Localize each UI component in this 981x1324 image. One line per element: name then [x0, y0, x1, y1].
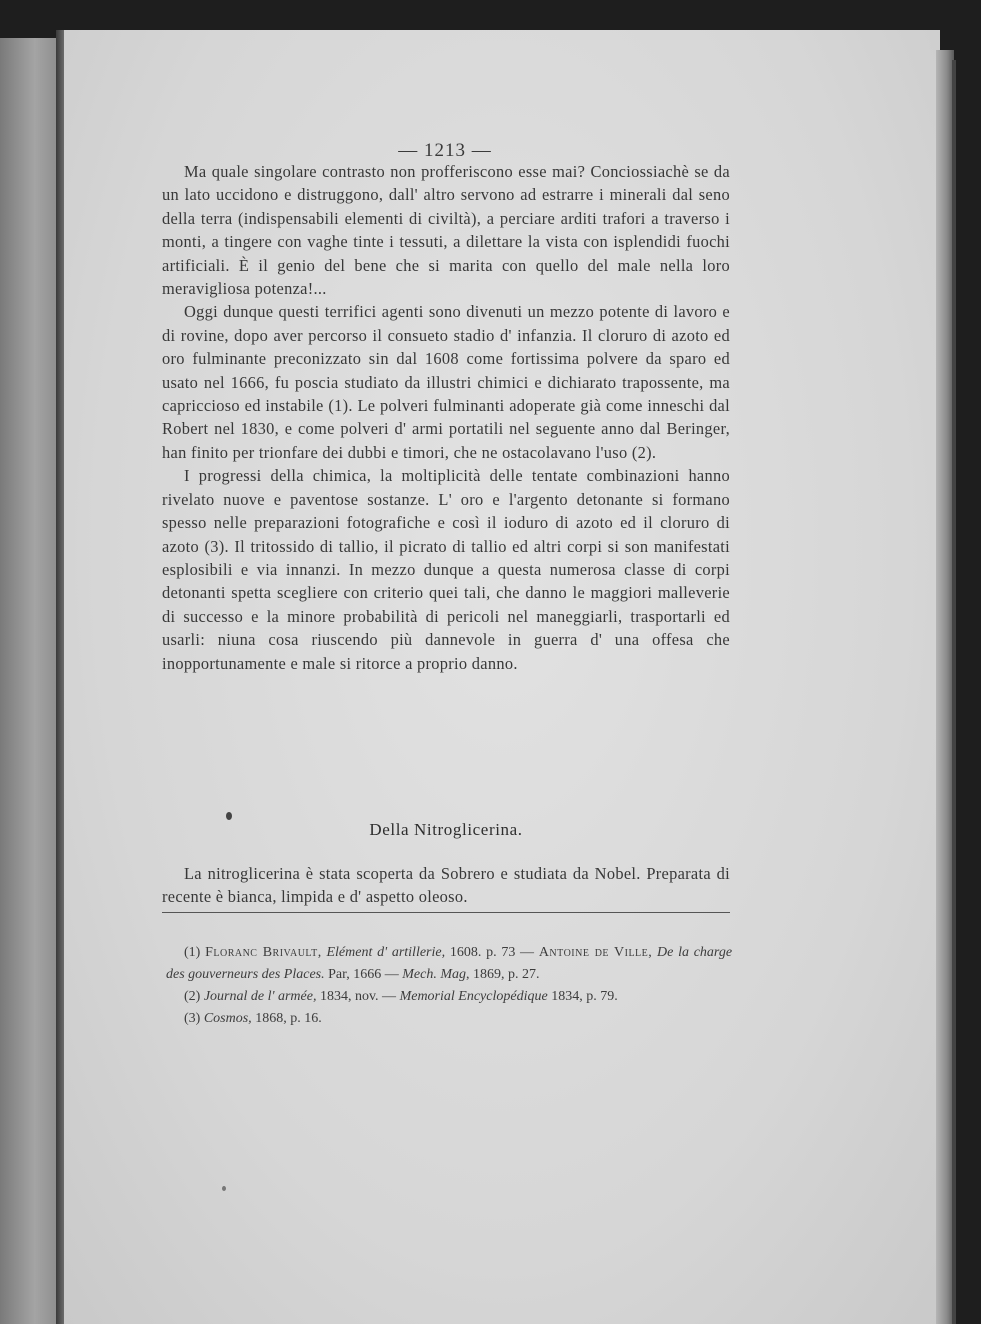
- footnote-title: Memorial Encyclopédique: [399, 989, 548, 1004]
- footnote-3: [166, 1008, 732, 1030]
- footnote-title: Mech. Mag: [402, 967, 467, 982]
- footnote-marker: (2): [184, 989, 201, 1004]
- footnote-author: Floranc Brivault,: [205, 945, 322, 960]
- footnote-reference: 1608. p. 73 —: [449, 945, 535, 960]
- section-paragraph: La nitroglicerina è stata scoperta da Sobrero e studiata da Nobel. Preparata di recente è bianca, limpida e d' aspetto oleoso.: [162, 864, 730, 907]
- footnote-title: Journal de l' armée,: [203, 989, 317, 1004]
- facing-page-edge: [0, 38, 58, 1324]
- footnote-divider: [162, 912, 730, 913]
- footnotes: [166, 942, 732, 1030]
- body-paragraph: Oggi dunque questi terrifici agenti sono divenuti un mezzo potente di lavoro e di rovine, dopo aver percorso il consueto stadio d' infanzia. Il cloruro di azoto ed oro fulminante preconizzato sin dal 1608 come fortissima polvere da sparo ed usato nel 1666, fu poscia studiato da illustri chimici e dichiarato trapossente, ma capriccioso ed instabile (1). Le polveri fulminanti adoperate già come inneschi dal Robert nel 1830, e come polveri d' armi portatili nel seguente anno dal Beringer, han finito per trionfare dei dubbi e timori, che ne ostacolavano l'uso (2).: [162, 302, 730, 462]
- footnote-title: De la charge des gouverneurs des Places.: [166, 945, 733, 982]
- page-stack-shadow: [952, 60, 956, 1324]
- page-number: — 1213 —: [398, 140, 492, 161]
- paper-speck: [222, 1186, 226, 1191]
- footnote-reference: 1834, p. 79.: [551, 989, 618, 1004]
- body-text: [162, 160, 730, 675]
- footnote-reference: , 1869, p. 27.: [466, 967, 540, 982]
- footnote-reference: Par, 1666 —: [328, 967, 399, 982]
- body-paragraph: I progressi della chimica, la moltiplicità delle tentate combinazioni hanno rivelato nuove e paventose sostanze. L' oro e l'argento detonante si formano spesso nelle preparazioni fotografiche e così il ioduro di azoto ed il cloruro di azoto (3). Il tritossido di tallio, il picrato di tallio ed altri corpi si son manifestati esplosibili e via innanzi. In mezzo dunque a questa numerosa classe di corpi detonanti spetta scegliere con criterio quei tali, che danno le maggiori malleverie di successo e la minore probabilità di pericoli nel maneggiarli, trasportarli ed usarli: niuna cosa riuscendo più dannevole in guerra d' una offesa che inopportunamente e male si ritorce a proprio danno.: [162, 466, 730, 673]
- footnote-reference: 1834, nov. —: [319, 989, 397, 1004]
- footnote-1: [166, 942, 732, 986]
- footnote-title: Cosmos,: [203, 1011, 252, 1026]
- footnote-author: Antoine de Ville,: [538, 945, 653, 960]
- footnote-marker: (3): [184, 1011, 201, 1026]
- body-paragraph: Ma quale singolare contrasto non profferiscono esse mai? Conciossiachè se da un lato uccidono e distruggono, dall' altro servono ad estrarre i minerali dal seno della terra (indispensabili elementi di civiltà), a perciare arditi trafori a traverso i monti, a tingere con vaghe tinte i tessuti, a dilettare la vista con isplendidi fuochi artificiali. È il genio del bene che si marita con quello del male nella loro meravigliosa potenza!...: [162, 162, 730, 299]
- footnote-2: [166, 986, 732, 1008]
- section-text: [162, 862, 730, 909]
- footnote-title: Elément d' artillerie,: [326, 945, 446, 960]
- section-heading: Della Nitroglicerina.: [369, 820, 523, 839]
- footnote-marker: (1): [184, 945, 201, 960]
- ink-dot: [226, 812, 232, 820]
- footnote-reference: 1868, p. 16.: [255, 1011, 322, 1026]
